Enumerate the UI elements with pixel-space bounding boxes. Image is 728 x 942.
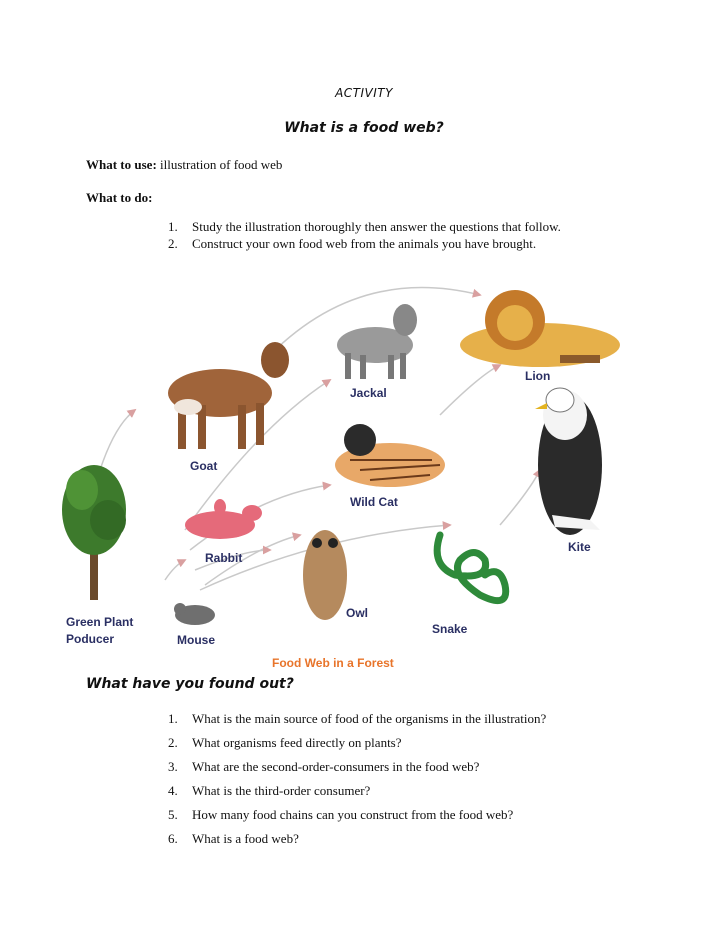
question-text: What organisms feed directly on plants? <box>192 735 402 750</box>
label-rabbit: Rabbit <box>205 551 243 565</box>
label-jackal: Jackal <box>350 386 387 400</box>
wild-cat-icon <box>335 424 445 487</box>
list-item <box>168 759 668 783</box>
label-goat: Goat <box>190 459 218 473</box>
label-producer: Poducer <box>66 632 115 646</box>
question-number: 4. <box>168 783 178 798</box>
label-owl: Owl <box>346 606 369 620</box>
label-snake: Snake <box>432 622 468 636</box>
what-to-use-label: What to use: <box>86 157 157 172</box>
list-item <box>168 783 668 807</box>
question-text: What is the main source of food of the organisms in the illustration? <box>192 711 547 726</box>
mouse-icon <box>174 603 215 625</box>
label-wild-cat: Wild Cat <box>350 495 398 509</box>
found-heading: What have you found out? <box>86 676 294 692</box>
arrow-wildcat-lion <box>440 365 500 415</box>
list-item <box>168 735 668 759</box>
rabbit-icon <box>185 499 262 539</box>
arrow-plant-goat <box>100 410 135 470</box>
diagram-caption: Food Web in a Forest <box>272 656 394 670</box>
food-web-diagram <box>60 275 640 675</box>
step-number: 1. <box>168 219 178 234</box>
label-kite: Kite <box>568 540 591 554</box>
activity-subtitle: What is a food web? <box>284 120 444 136</box>
what-to-do-label: What to do: <box>86 190 153 205</box>
label-mouse: Mouse <box>177 633 216 647</box>
goat-icon <box>168 342 289 449</box>
steps-list <box>168 219 628 253</box>
jackal-icon <box>337 304 417 379</box>
label-green-plant: Green Plant <box>66 615 134 629</box>
question-text: What is the third-order consumer? <box>192 783 371 798</box>
green-plant-icon <box>62 465 126 600</box>
list-item <box>168 236 628 251</box>
question-number: 1. <box>168 711 178 726</box>
arrow-plant-rabbit <box>165 560 185 580</box>
step-number: 2. <box>168 236 178 251</box>
activity-title: ACTIVITY <box>335 86 393 100</box>
question-number: 2. <box>168 735 178 750</box>
list-item <box>168 807 668 831</box>
question-number: 6. <box>168 831 178 846</box>
list-item <box>168 219 628 234</box>
question-text: What are the second-order-consumers in the food web? <box>192 759 480 774</box>
question-text: How many food chains can you construct from the food web? <box>192 807 514 822</box>
snake-icon <box>437 535 506 601</box>
owl-icon <box>303 530 347 620</box>
kite-icon <box>535 388 602 535</box>
question-number: 5. <box>168 807 178 822</box>
questions-list <box>168 711 668 855</box>
list-item <box>168 831 668 855</box>
question-text: What is a food web? <box>192 831 299 846</box>
step-text: Study the illustration thoroughly then answer the questions that follow. <box>192 219 561 234</box>
what-to-use-line <box>86 157 282 173</box>
arrow-snake-kite <box>500 470 540 525</box>
step-text: Construct your own food web from the animals you have brought. <box>192 236 537 251</box>
label-lion: Lion <box>525 369 551 383</box>
lion-icon <box>460 290 620 367</box>
question-number: 3. <box>168 759 178 774</box>
list-item <box>168 711 668 735</box>
what-to-use-value: illustration of food web <box>160 157 283 172</box>
what-to-do-line <box>86 190 152 206</box>
